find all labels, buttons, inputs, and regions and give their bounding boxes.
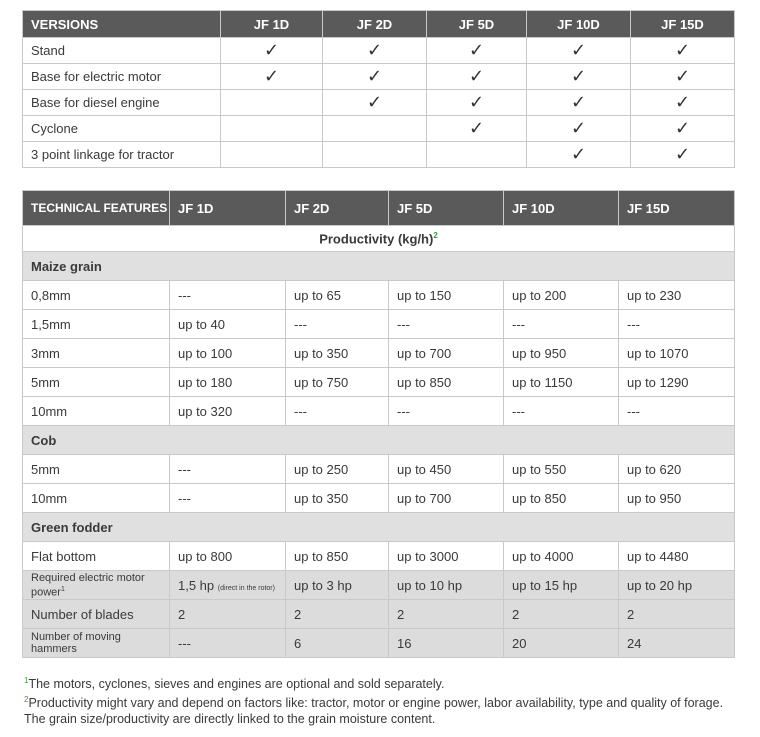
- table-cell: up to 20 hp: [619, 571, 735, 600]
- table-cell: up to 3000: [389, 542, 504, 571]
- table-cell: up to 40: [170, 310, 286, 339]
- table-cell: up to 250: [286, 455, 389, 484]
- table-cell: 20: [504, 629, 619, 658]
- table-cell: up to 750: [286, 368, 389, 397]
- table-cell: up to 4000: [504, 542, 619, 571]
- motor-power-text: Required electric motor power: [31, 571, 145, 599]
- section-header-row: [23, 513, 735, 542]
- row-label: 10mm: [23, 397, 170, 426]
- versions-table: [22, 10, 735, 168]
- check-mark-icon: ✓: [427, 64, 527, 90]
- footnotes: [24, 673, 739, 727]
- section-title: Cob: [23, 426, 735, 455]
- check-mark-icon: ✓: [427, 116, 527, 142]
- table-cell: 6: [286, 629, 389, 658]
- technical-header-row: [23, 191, 735, 226]
- empty-cell: [221, 142, 323, 168]
- hammers-label: Number of moving hammers: [23, 629, 170, 658]
- table-cell: up to 350: [286, 339, 389, 368]
- blades-row: [23, 600, 735, 629]
- table-cell: ---: [389, 397, 504, 426]
- productivity-data-row: [23, 542, 735, 571]
- table-cell: ---: [619, 310, 735, 339]
- versions-row-label: Cyclone: [23, 116, 221, 142]
- footnote-text: Productivity might vary and depend on factors like: tractor, motor or engine power, labor availability, type and quality of forage. The grain size/productivity are directly linked to the grain moisture content.: [24, 696, 724, 727]
- table-cell: up to 620: [619, 455, 735, 484]
- productivity-data-row: [23, 368, 735, 397]
- motor-power-label: [23, 571, 170, 600]
- productivity-label: [23, 226, 735, 252]
- model-column-header: JF 1D: [170, 191, 286, 226]
- empty-cell: [221, 90, 323, 116]
- table-cell: up to 450: [389, 455, 504, 484]
- table-cell: up to 700: [389, 484, 504, 513]
- motor-power-jf1d-note: (direct in the rotor): [217, 584, 275, 592]
- productivity-data-row: [23, 455, 735, 484]
- section-header-row: [23, 426, 735, 455]
- row-label: 0,8mm: [23, 281, 170, 310]
- table-cell: ---: [504, 310, 619, 339]
- versions-row: [23, 116, 735, 142]
- section-title: Maize grain: [23, 252, 735, 281]
- row-label: 3mm: [23, 339, 170, 368]
- motor-power-sup: 1: [60, 585, 65, 593]
- table-cell: up to 3 hp: [286, 571, 389, 600]
- check-mark-icon: ✓: [631, 64, 735, 90]
- hammers-row: [23, 629, 735, 658]
- table-cell: up to 150: [389, 281, 504, 310]
- table-cell: 2: [389, 600, 504, 629]
- section-title: Green fodder: [23, 513, 735, 542]
- technical-header-title: TECHNICAL FEATURES: [23, 191, 170, 226]
- table-cell: up to 850: [504, 484, 619, 513]
- check-mark-icon: ✓: [631, 90, 735, 116]
- table-cell: up to 65: [286, 281, 389, 310]
- check-mark-icon: ✓: [427, 38, 527, 64]
- table-cell: up to 800: [170, 542, 286, 571]
- empty-cell: [427, 142, 527, 168]
- versions-row: [23, 142, 735, 168]
- table-cell: ---: [389, 310, 504, 339]
- table-cell: 2: [170, 600, 286, 629]
- table-cell: ---: [170, 455, 286, 484]
- model-column-header: JF 15D: [619, 191, 735, 226]
- table-cell: ---: [170, 629, 286, 658]
- version-column-header: JF 1D: [221, 11, 323, 38]
- empty-cell: [323, 142, 427, 168]
- footnote-2: [24, 692, 739, 727]
- check-mark-icon: ✓: [527, 116, 631, 142]
- check-mark-icon: ✓: [221, 64, 323, 90]
- version-column-header: JF 5D: [427, 11, 527, 38]
- table-cell: up to 4480: [619, 542, 735, 571]
- table-cell: up to 550: [504, 455, 619, 484]
- motor-power-jf1d: [170, 571, 286, 600]
- footnote-1: [24, 673, 739, 692]
- table-cell: ---: [170, 484, 286, 513]
- productivity-data-row: [23, 281, 735, 310]
- table-cell: up to 700: [389, 339, 504, 368]
- table-cell: up to 15 hp: [504, 571, 619, 600]
- check-mark-icon: ✓: [527, 38, 631, 64]
- table-cell: up to 200: [504, 281, 619, 310]
- table-cell: up to 1070: [619, 339, 735, 368]
- table-cell: up to 950: [504, 339, 619, 368]
- versions-row-label: Base for diesel engine: [23, 90, 221, 116]
- versions-row: [23, 38, 735, 64]
- versions-row: [23, 90, 735, 116]
- table-cell: up to 850: [389, 368, 504, 397]
- table-cell: up to 350: [286, 484, 389, 513]
- check-mark-icon: ✓: [527, 142, 631, 168]
- productivity-text: Productivity (kg/h): [319, 231, 434, 247]
- table-cell: 24: [619, 629, 735, 658]
- table-cell: 2: [286, 600, 389, 629]
- version-column-header: JF 2D: [323, 11, 427, 38]
- section-header-row: [23, 252, 735, 281]
- productivity-data-row: [23, 397, 735, 426]
- motor-power-row: [23, 571, 735, 600]
- table-cell: up to 1290: [619, 368, 735, 397]
- model-column-header: JF 10D: [504, 191, 619, 226]
- version-column-header: JF 15D: [631, 11, 735, 38]
- productivity-data-row: [23, 484, 735, 513]
- row-label: 5mm: [23, 368, 170, 397]
- check-mark-icon: ✓: [221, 38, 323, 64]
- table-cell: up to 1150: [504, 368, 619, 397]
- empty-cell: [323, 116, 427, 142]
- table-cell: up to 180: [170, 368, 286, 397]
- table-cell: ---: [286, 310, 389, 339]
- versions-row-label: 3 point linkage for tractor: [23, 142, 221, 168]
- productivity-data-row: [23, 339, 735, 368]
- check-mark-icon: ✓: [323, 38, 427, 64]
- table-cell: 2: [504, 600, 619, 629]
- check-mark-icon: ✓: [323, 90, 427, 116]
- table-cell: 2: [619, 600, 735, 629]
- footnote-text: The motors, cyclones, sieves and engines are optional and sold separately.: [28, 677, 445, 692]
- row-label: 10mm: [23, 484, 170, 513]
- table-cell: ---: [286, 397, 389, 426]
- versions-header-row: [23, 11, 735, 38]
- table-cell: 16: [389, 629, 504, 658]
- row-label: Flat bottom: [23, 542, 170, 571]
- table-cell: up to 850: [286, 542, 389, 571]
- table-cell: up to 230: [619, 281, 735, 310]
- versions-row-label: Stand: [23, 38, 221, 64]
- version-column-header: JF 10D: [527, 11, 631, 38]
- table-cell: up to 100: [170, 339, 286, 368]
- technical-features-table: [22, 190, 735, 658]
- model-column-header: JF 5D: [389, 191, 504, 226]
- check-mark-icon: ✓: [527, 90, 631, 116]
- footnote-mark: 2: [24, 695, 29, 705]
- check-mark-icon: ✓: [427, 90, 527, 116]
- motor-power-jf1d-value: 1,5 hp: [178, 577, 215, 593]
- table-cell: ---: [504, 397, 619, 426]
- versions-header-title: VERSIONS: [23, 11, 221, 38]
- check-mark-icon: ✓: [527, 64, 631, 90]
- table-cell: ---: [619, 397, 735, 426]
- versions-row-label: Base for electric motor: [23, 64, 221, 90]
- productivity-sup: 2: [433, 230, 438, 240]
- versions-row: [23, 64, 735, 90]
- check-mark-icon: ✓: [323, 64, 427, 90]
- model-column-header: JF 2D: [286, 191, 389, 226]
- empty-cell: [221, 116, 323, 142]
- table-cell: up to 950: [619, 484, 735, 513]
- blades-label: Number of blades: [23, 600, 170, 629]
- footnote-mark: 1: [24, 676, 29, 685]
- table-cell: up to 320: [170, 397, 286, 426]
- check-mark-icon: ✓: [631, 38, 735, 64]
- productivity-data-row: [23, 310, 735, 339]
- table-cell: ---: [170, 281, 286, 310]
- productivity-row: [23, 226, 735, 252]
- table-cell: up to 10 hp: [389, 571, 504, 600]
- check-mark-icon: ✓: [631, 116, 735, 142]
- row-label: 1,5mm: [23, 310, 170, 339]
- check-mark-icon: ✓: [631, 142, 735, 168]
- row-label: 5mm: [23, 455, 170, 484]
